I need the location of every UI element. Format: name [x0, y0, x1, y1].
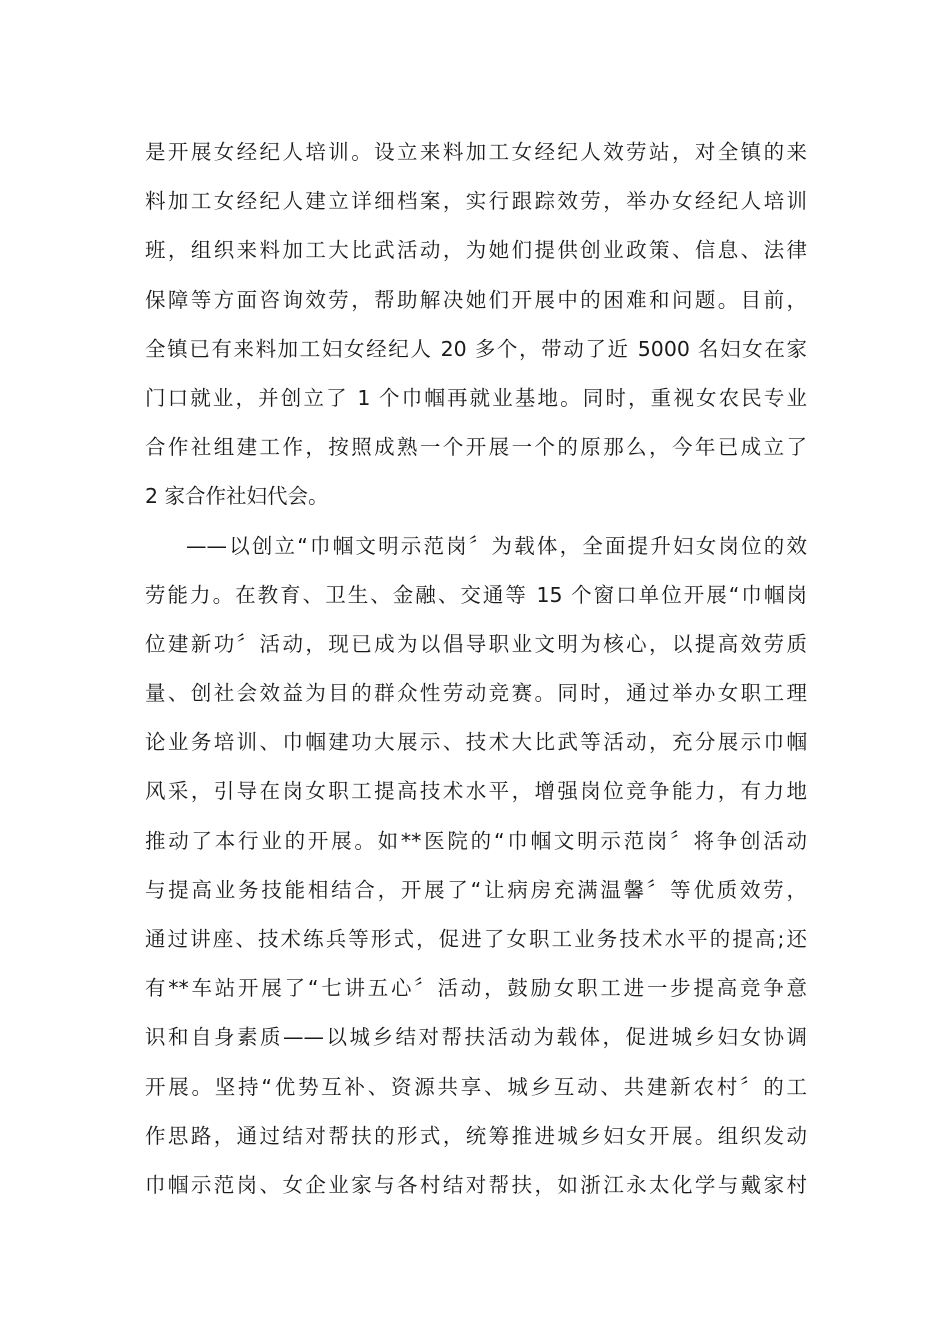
- text-line: 班，组织来料加工大比武活动，为她们提供创业政策、信息、法律: [145, 238, 807, 263]
- text-line: 料加工女经纪人建立详细档案，实行跟踪效劳，举办女经纪人培训: [145, 189, 807, 214]
- text-line: 作思路，通过结对帮扶的形式，统筹推进城乡妇女开展。组织发动: [145, 1123, 807, 1148]
- text-line: 风采，引导在岗女职工提高技术水平，增强岗位竞争能力，有力地: [145, 779, 807, 804]
- text-line: ——以创立“巾帼文明示范岗〞为载体，全面提升妇女岗位的效: [186, 533, 807, 558]
- text-line: 论业务培训、巾帼建功大展示、技术大比武等活动，充分展示巾帼: [145, 730, 807, 755]
- text-line: 位建新功〞活动，现已成为以倡导职业文明为核心，以提高效劳质: [145, 631, 807, 656]
- body-text: [145, 128, 807, 1210]
- text-line: 合作社组建工作，按照成熟一个开展一个的原那么，今年已成立了: [145, 435, 807, 460]
- text-line: 是开展女经纪人培训。设立来料加工女经纪人效劳站，对全镇的来: [145, 140, 807, 164]
- text-line: 保障等方面咨询效劳，帮助解决她们开展中的困难和问题。目前，: [145, 287, 807, 312]
- text-line: 通过讲座、技术练兵等形式，促进了女职工业务技术水平的提高;还: [145, 927, 807, 951]
- text-line: 开展。坚持“优势互补、资源共享、城乡互动、共建新农村〞的工: [145, 1074, 807, 1099]
- text-line: 巾帼示范岗、女企业家与各村结对帮扶，如浙江永太化学与戴家村: [145, 1172, 807, 1197]
- text-line: 门口就业，并创立了 1 个巾帼再就业基地。同时，重视女农民专业: [145, 385, 807, 410]
- text-line: 量、创社会效益为目的群众性劳动竞赛。同时，通过举办女职工理: [145, 681, 807, 706]
- text-line: 与提高业务技能相结合，开展了“让病房充满温馨〞等优质效劳，: [145, 877, 807, 902]
- text-line: 识和自身素质——以城乡结对帮扶活动为载体，促进城乡妇女协调: [145, 1025, 807, 1050]
- text-line: 推动了本行业的开展。如**医院的“巾帼文明示范岗〞将争创活动: [145, 828, 807, 853]
- text-line: 全镇已有来料加工妇女经纪人 20 多个，带动了近 5000 名妇女在家: [145, 336, 807, 361]
- text-line: 有**车站开展了“七讲五心〞活动，鼓励女职工进一步提高竞争意: [145, 976, 807, 1001]
- text-line: 劳能力。在教育、卫生、金融、交通等 15 个窗口单位开展“巾帼岗: [145, 582, 807, 607]
- text-line: 2 家合作社妇代会。: [145, 484, 329, 509]
